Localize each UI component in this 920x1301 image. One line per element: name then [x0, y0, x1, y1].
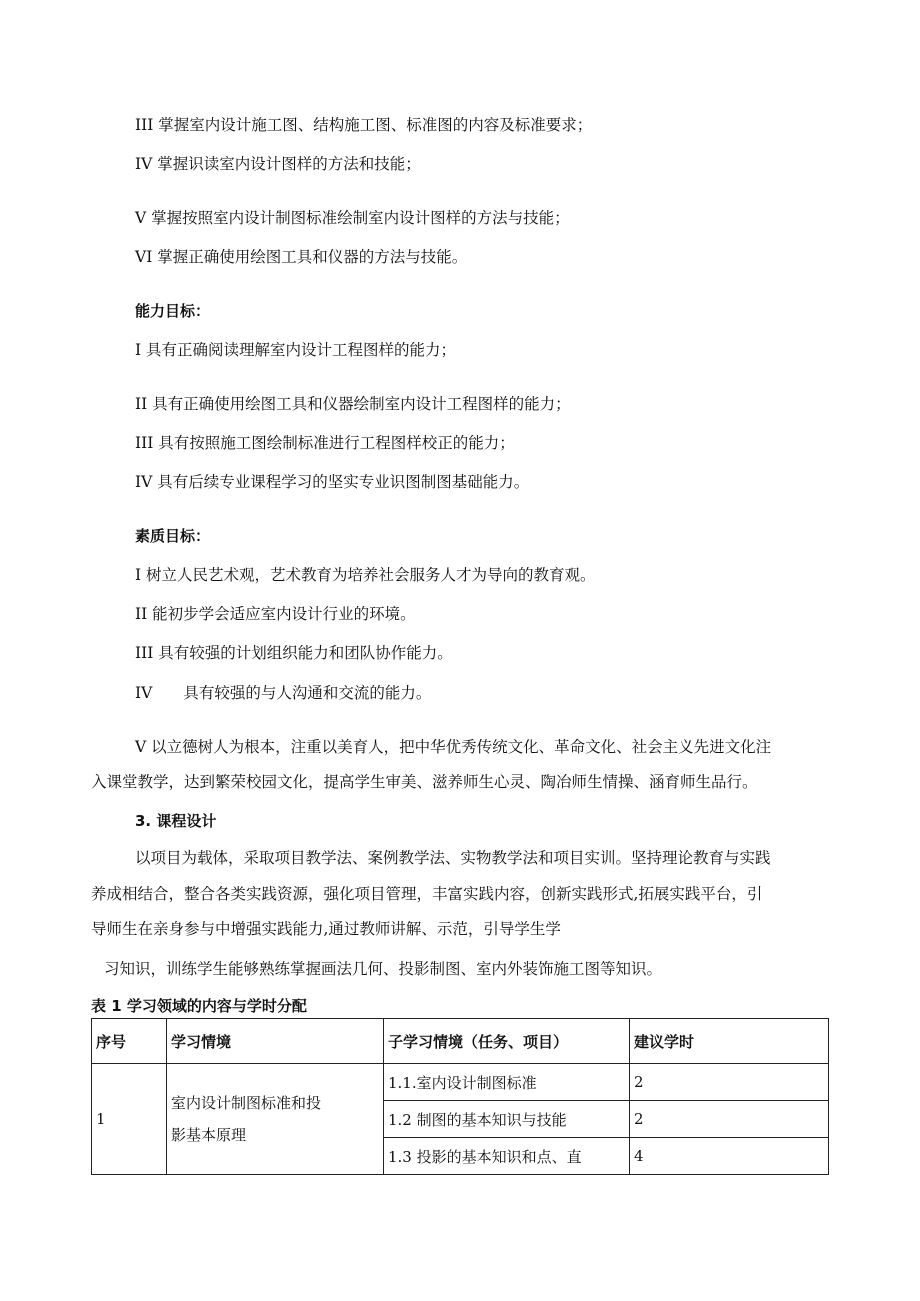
hours-1: 2 [630, 1064, 829, 1101]
subtopic-1: 1.1.室内设计制图标准 [384, 1064, 630, 1101]
quality-heading: 素质目标： [135, 527, 211, 545]
quality-item-3: III 具有较强的计划组织能力和团队协作能力。 [135, 644, 453, 662]
hours-2: 2 [630, 1101, 829, 1138]
row-no: 1 [92, 1064, 167, 1175]
quality-item-5-line2: 入课堂教学，达到繁荣校园文化，提高学生审美、滋养师生心灵、陶冶师生情操、涵育师生品行。 [91, 773, 758, 791]
ability-item-3: III 具有按照施工图绘制标准进行工程图样校正的能力； [135, 434, 515, 452]
ability-heading: 能力目标： [135, 302, 211, 320]
table-header-row [92, 1019, 829, 1064]
row-topic-line-1: 室内设计制图标准和投 [171, 1094, 322, 1112]
knowledge-item-5: V 掌握按照室内设计制图标准绘制室内设计图样的方法与技能； [135, 209, 570, 227]
row-topic [167, 1064, 384, 1175]
course-design-line-4: 习知识，训练学生能够熟练掌握画法几何、投影制图、室内外装饰施工图等知识。 [104, 960, 663, 978]
header-hours: 建议学时 [630, 1019, 829, 1064]
subtopic-3: 1.3 投影的基本知识和点、直 [384, 1138, 630, 1175]
header-subtopic: 子学习情境（任务、项目） [384, 1019, 630, 1064]
subtopic-2: 1.2 制图的基本知识与技能 [384, 1101, 630, 1138]
hours-3: 4 [630, 1138, 829, 1175]
knowledge-item-6: VI 掌握正确使用绘图工具和仪器的方法与技能。 [135, 248, 468, 266]
content-hours-table [91, 1018, 829, 1175]
course-design-line-2: 养成相结合，整合各类实践资源，强化项目管理，丰富实践内容，创新实践形式,拓展实践平台，引 [91, 885, 763, 903]
quality-item-1: I 树立人民艺术观，艺术教育为培养社会服务人才为导向的教育观。 [135, 566, 596, 584]
table-caption: 表 1 学习领域的内容与学时分配 [91, 997, 307, 1015]
ability-item-4: IV 具有后续专业课程学习的坚实专业识图制图基础能力。 [135, 473, 530, 491]
course-design-heading: 3. 课程设计 [135, 812, 217, 830]
header-no: 序号 [92, 1019, 167, 1064]
table-row [92, 1064, 829, 1101]
row-topic-line-2: 影基本原理 [171, 1126, 247, 1144]
course-design-line-3: 导师生在亲身参与中增强实践能力,通过教师讲解、示范，引导学生学 [91, 920, 561, 938]
header-topic: 学习情境 [167, 1019, 384, 1064]
ability-item-1: I 具有正确阅读理解室内设计工程图样的能力； [135, 341, 457, 359]
knowledge-item-4: IV 掌握识读室内设计图样的方法和技能； [135, 155, 421, 173]
quality-item-2: II 能初步学会适应室内设计行业的环境。 [135, 605, 416, 623]
ability-item-2: II 具有正确使用绘图工具和仪器绘制室内设计工程图样的能力； [135, 395, 571, 413]
knowledge-item-3: III 掌握室内设计施工图、结构施工图、标准图的内容及标准要求； [135, 116, 593, 134]
quality-item-5-line1: V 以立德树人为根本，注重以美育人，把中华优秀传统文化、革命文化、社会主义先进文化注 [135, 738, 772, 756]
course-design-line-1: 以项目为载体，采取项目教学法、案例教学法、实物教学法和项目实训。坚持理论教育与实践 [135, 849, 771, 867]
quality-item-4: IV 具有较强的与人沟通和交流的能力。 [135, 684, 432, 702]
